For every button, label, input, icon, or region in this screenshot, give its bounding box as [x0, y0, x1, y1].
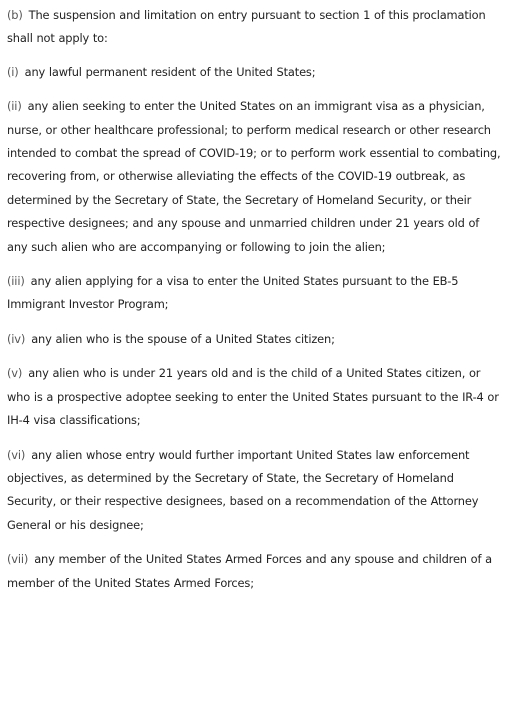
clause-ii [7, 95, 501, 259]
clause-marker: (iii) [7, 274, 25, 289]
clause-marker: (iv) [7, 331, 26, 346]
clause-text: any alien who is the spouse of a United States citizen; [31, 331, 335, 346]
clause-marker: (v) [7, 366, 23, 381]
clause-vii [7, 548, 501, 595]
clause-text: any alien seeking to enter the United States on an immigrant visa as a physician, nurse, or other healthcare professional; to perform medical research or other research intended to combat the spread of COVID-19; or to perform work essential to combating, recovering from, or otherwise alleviating the effects of the COVID-19 outbreak, as determined by the Secretary of State, the Secretary of Homeland Security, or their respective designees; and any spouse and unmarried children under 21 years old of any such alien who are accompanying or following to join the alien; [7, 99, 501, 254]
clause-marker: (vii) [7, 552, 29, 567]
clause-vi [7, 444, 501, 538]
section-marker: (b) [7, 8, 23, 22]
clause-text: any alien who is under 21 years old and is the child of a United States citizen, or who is a prospective adoptee seeking to enter the United States pursuant to the IR-4 or IH-4 visa classifications; [7, 366, 499, 428]
clause-iii [7, 270, 501, 317]
clause-marker: (vi) [7, 447, 26, 462]
clause-text: any member of the United States Armed Forces and any spouse and children of a member of the United States Armed Forces; [7, 552, 492, 590]
clause-text: any lawful permanent resident of the United States; [24, 64, 316, 79]
clause-v [7, 362, 501, 432]
clause-text: any alien applying for a visa to enter the United States pursuant to the EB-5 Immigrant Investor Program; [7, 274, 459, 312]
section-b-intro [7, 4, 501, 51]
clause-marker: (ii) [7, 99, 22, 114]
section-text: The suspension and limitation on entry pursuant to section 1 of this proclamation shall not apply to: [7, 8, 486, 46]
clause-iv [7, 328, 501, 351]
document-body [7, 4, 501, 606]
clause-i [7, 61, 501, 84]
clause-text: any alien whose entry would further important United States law enforcement objectives, as determined by the Secretary of State, the Secretary of Homeland Security, or their respective designees, based on a recommendation of the Attorney General or his designee; [7, 447, 479, 532]
clause-marker: (i) [7, 64, 19, 79]
